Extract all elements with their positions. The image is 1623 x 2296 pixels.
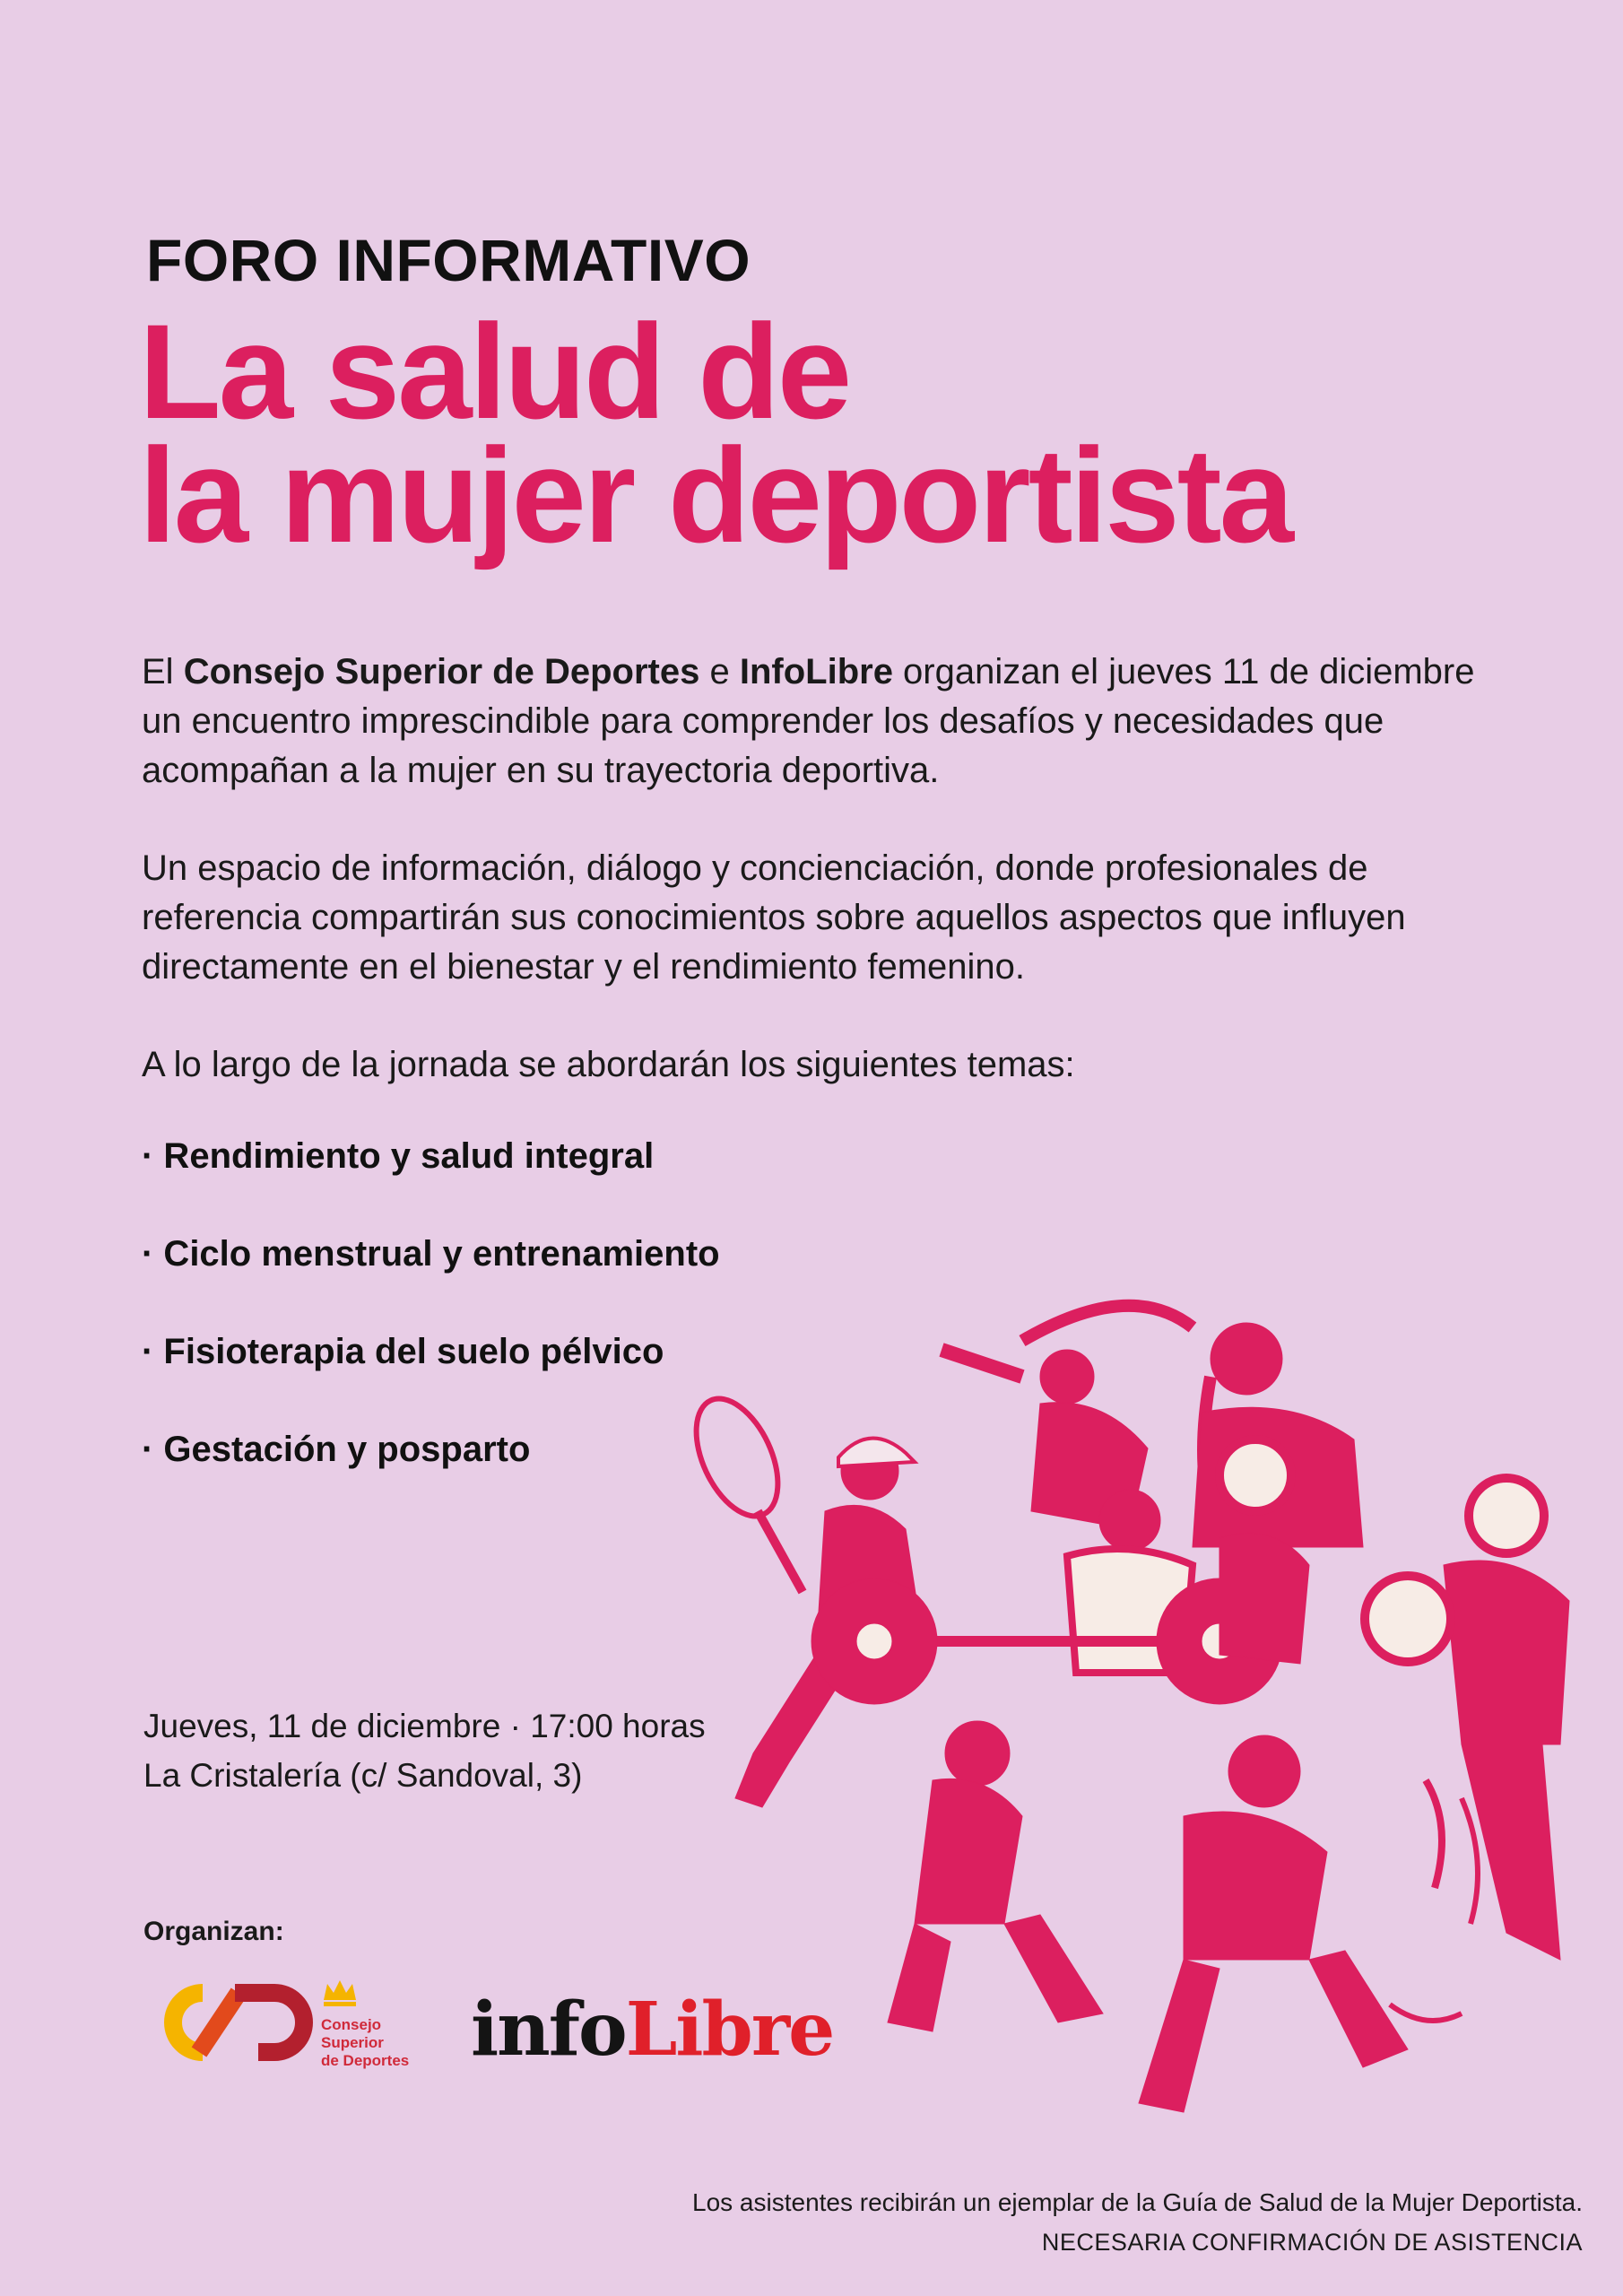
intro-text: organizan el jueves 11 de diciembre un encuentro imprescindible para comprender los desafíos y necesidades que acompañan a la mujer en su trayectoria deportiva. [142, 652, 1475, 790]
event-date-time: Jueves, 11 de diciembre · 17:00 horas [143, 1708, 706, 1744]
topic-item: · Gestación y posparto [142, 1430, 531, 1469]
topic-item: · Rendimiento y salud integral [142, 1136, 655, 1176]
women-athletes-illustration-icon [681, 1242, 1596, 2139]
topics-intro: A lo largo de la jornada se abordarán los siguientes temas: [142, 1045, 1075, 1084]
intro-paragraph-1 [142, 648, 1487, 796]
event-kicker: FORO INFORMATIVO [146, 227, 751, 293]
infolibre-logo-info: info [471, 1987, 626, 2073]
footer-note: Los asistentes recibirán un ejemplar de la Guía de Salud de la Mujer Deportista. [692, 2188, 1583, 2216]
org-infolibre-name: InfoLibre [739, 652, 893, 691]
topic-item: · Ciclo menstrual y entrenamiento [142, 1234, 720, 1274]
org-csd-name: Consejo Superior de Deportes [183, 652, 700, 691]
title-line-2: la mujer deportista [139, 420, 1292, 570]
intro-paragraph-2: Un espacio de información, diálogo y concienciación, donde profesionales de referencia compartirán sus conocimientos sobre aquellos aspectos que influyen directamente en el bienestar y el rendimiento femenino. [142, 848, 1406, 987]
event-venue: La Cristalería (c/ Sandoval, 3) [143, 1757, 583, 1794]
csd-text-line: Superior [321, 2034, 384, 2051]
organizers-label: Organizan: [143, 1917, 284, 1946]
title-line-1: La salud de [139, 296, 850, 447]
intro-text: e [699, 652, 740, 691]
csd-logo-text [321, 2016, 409, 2070]
intro-text: El [142, 652, 184, 691]
infolibre-logo-libre: Libre [625, 1987, 834, 2073]
csd-text-line: Consejo [321, 2016, 382, 2033]
page-title [139, 296, 1292, 570]
topic-item: · Fisioterapia del suelo pélvico [142, 1332, 664, 1371]
footer-rsvp: NECESARIA CONFIRMACIÓN DE ASISTENCIA [1041, 2229, 1583, 2256]
csd-text-line: de Deportes [321, 2052, 410, 2069]
event-details [143, 1701, 706, 1800]
